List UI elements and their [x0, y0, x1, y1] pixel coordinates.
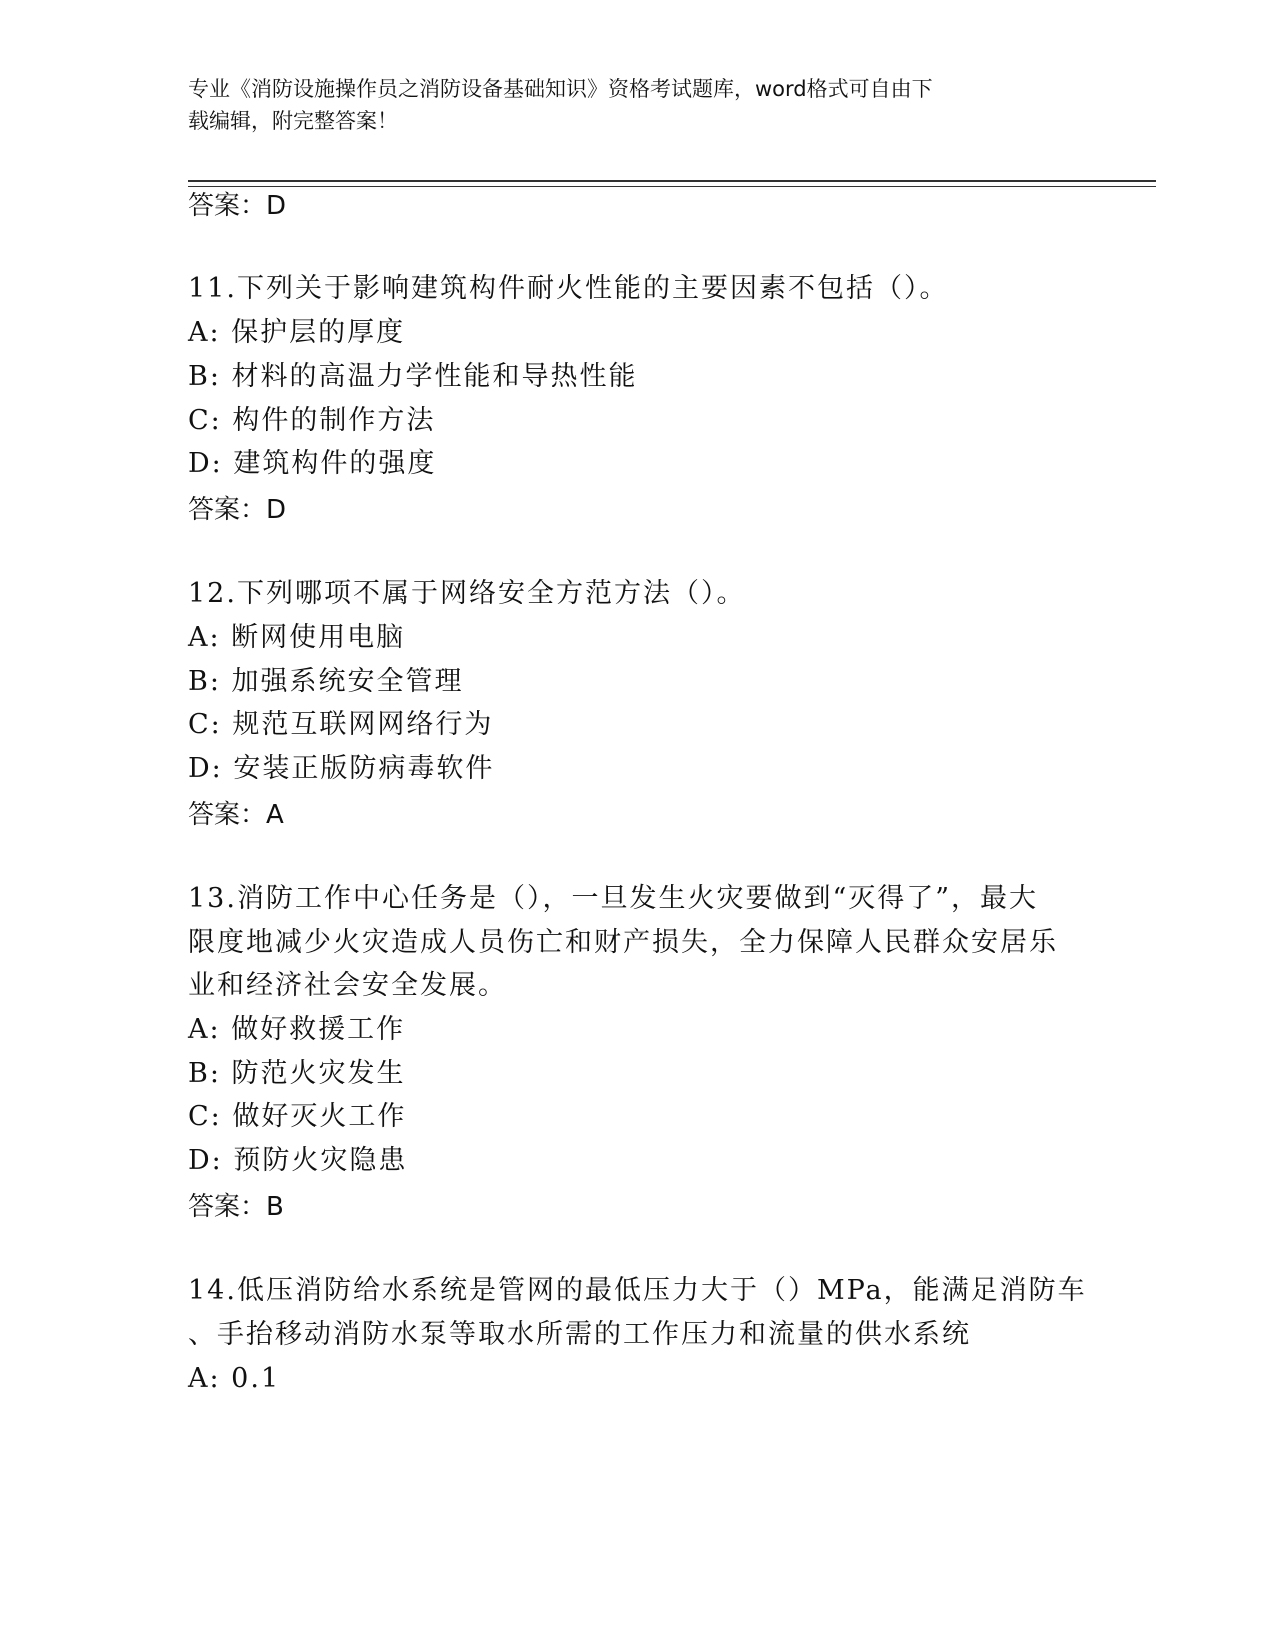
question-12-option-a: A: 断网使用电脑 — [188, 622, 406, 653]
question-14-option-a: A: 0.1 — [188, 1363, 281, 1394]
question-14-stem-line-2: 、手抬移动消防水泵等取水所需的工作压力和流量的供水系统 — [188, 1319, 971, 1350]
header-rule-thin — [188, 186, 1156, 187]
header-line-2: 载编辑，附完整答案！ — [188, 109, 398, 133]
question-11-option-c: C: 构件的制作方法 — [188, 405, 436, 436]
question-13-stem-line-3: 业和经济社会安全发展。 — [188, 970, 507, 1001]
header-line-1: 专业《消防设施操作员之消防设备基础知识》资格考试题库，word格式可自由下 — [188, 77, 933, 101]
answer-q11: 答案：D — [188, 495, 287, 525]
question-13-stem-line-2: 限度地减少火灾造成人员伤亡和财产损失，全力保障人民群众安居乐 — [188, 927, 1058, 958]
question-11-option-a: A: 保护层的厚度 — [188, 317, 406, 348]
question-12-option-d: D: 安装正版防病毒软件 — [188, 753, 495, 784]
question-13-option-a: A: 做好救援工作 — [188, 1014, 406, 1045]
question-11-stem: 11.下列关于影响建筑构件耐火性能的主要因素不包括（）。 — [188, 273, 949, 304]
header-rule-thick — [188, 180, 1156, 182]
question-13-option-b: B: 防范火灾发生 — [188, 1058, 406, 1089]
question-14-stem-line-1: 14.低压消防给水系统是管网的最低压力大于（）MPa，能满足消防车 — [188, 1275, 1087, 1306]
question-11-option-d: D: 建筑构件的强度 — [188, 448, 437, 479]
question-12-option-b: B: 加强系统安全管理 — [188, 666, 464, 697]
question-11-option-b: B: 材料的高温力学性能和导热性能 — [188, 361, 638, 392]
question-13-option-c: C: 做好灭火工作 — [188, 1101, 407, 1132]
question-12-option-c: C: 规范互联网网络行为 — [188, 709, 494, 740]
question-12-stem: 12.下列哪项不属于网络安全方范方法（）。 — [188, 578, 746, 609]
question-13-stem-line-1: 13.消防工作中心任务是（），一旦发生火灾要做到“灭得了”，最大 — [188, 883, 1039, 914]
document-header — [188, 73, 1088, 137]
answer-q13: 答案：B — [188, 1192, 284, 1222]
question-13-option-d: D: 预防火灾隐患 — [188, 1145, 408, 1176]
answer-q10: 答案：D — [188, 191, 287, 221]
answer-q12: 答案：A — [188, 800, 284, 830]
